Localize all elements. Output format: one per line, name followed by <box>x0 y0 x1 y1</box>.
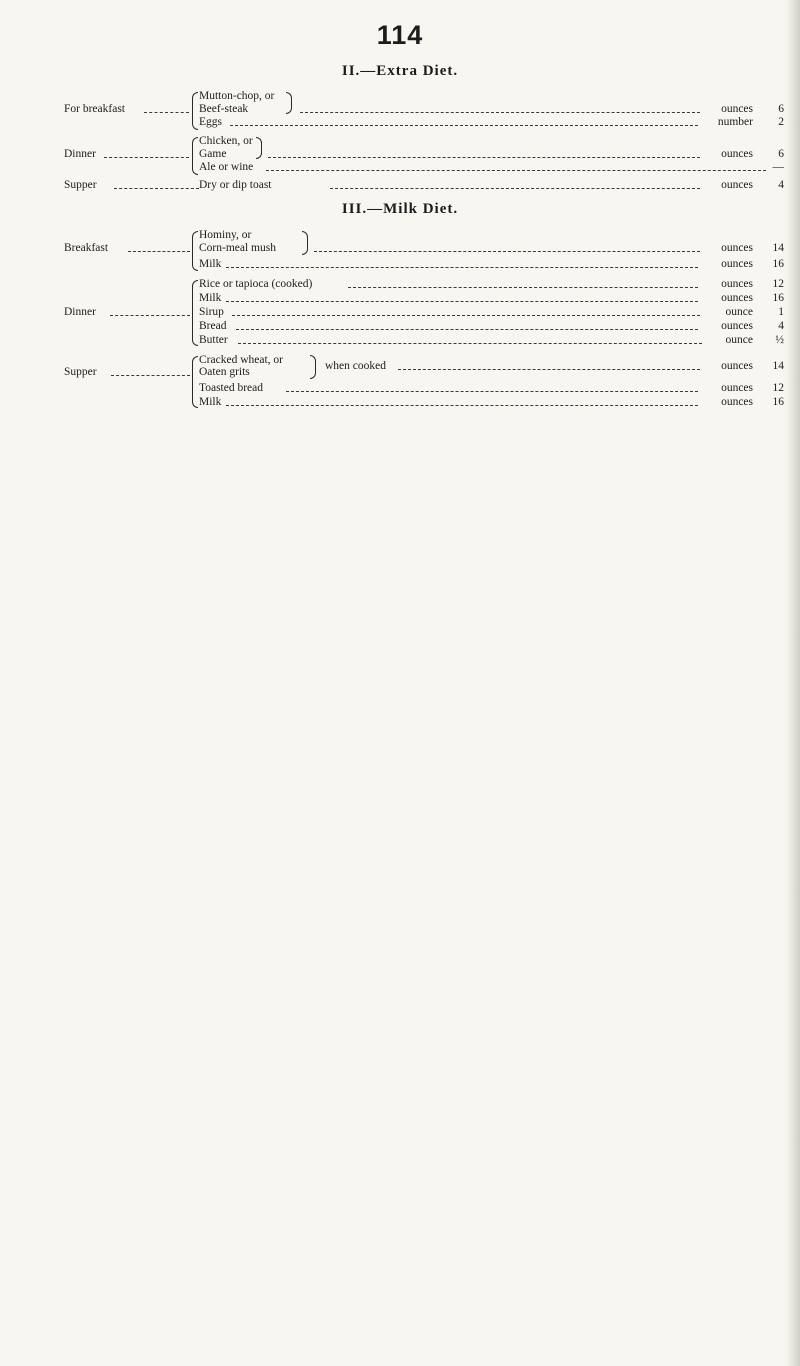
quantity: 14 <box>772 360 784 372</box>
leader-dots <box>114 188 199 189</box>
leader-dots <box>110 315 190 316</box>
quantity: 16 <box>772 396 784 408</box>
leader-dots <box>230 125 698 126</box>
item-name: Corn-meal mush <box>199 242 276 254</box>
quantity: 16 <box>772 292 784 304</box>
leader-dots <box>348 287 698 288</box>
leader-dots <box>226 301 698 302</box>
leader-dots <box>232 315 700 316</box>
brace <box>192 92 198 130</box>
quantity: 4 <box>778 320 784 332</box>
list-item <box>0 159 800 175</box>
milk-diet-heading: III.—Milk Diet. <box>341 201 459 217</box>
leader-dots <box>144 112 189 113</box>
brace <box>192 231 198 271</box>
brace <box>192 137 198 175</box>
unit: ounces <box>721 292 753 304</box>
brace <box>302 231 308 255</box>
meal-label: Supper <box>64 179 97 191</box>
item-name: Cracked wheat, or <box>199 354 283 366</box>
unit: ounces <box>721 242 753 254</box>
item-name: Game <box>199 148 227 160</box>
item-name: Sirup <box>199 306 224 318</box>
item-name: Eggs <box>199 116 222 128</box>
leader-dots <box>128 251 190 252</box>
unit: number <box>717 116 753 128</box>
list-item <box>0 332 800 348</box>
leader-dots <box>300 112 700 113</box>
unit: ounces <box>721 278 753 290</box>
unit: ounces <box>721 103 753 115</box>
leader-dots <box>286 391 698 392</box>
item-name: Hominy, or <box>199 229 252 241</box>
leader-dots <box>226 267 698 268</box>
meal-label: Dinner <box>64 306 96 318</box>
item-name: Ale or wine <box>199 161 254 173</box>
leader-dots <box>236 329 698 330</box>
item-name: Chicken, or <box>199 135 253 147</box>
list-item <box>0 114 800 130</box>
unit: ounces <box>721 148 753 160</box>
brace <box>286 92 292 114</box>
brace <box>192 356 198 408</box>
brace <box>192 280 198 346</box>
item-name: Milk <box>199 292 222 304</box>
list-item <box>0 240 800 256</box>
list-item <box>0 177 800 193</box>
quantity: ½ <box>775 334 784 346</box>
item-name: Bread <box>199 320 227 332</box>
leader-dots <box>238 343 702 344</box>
meal-label: Supper <box>64 366 97 378</box>
unit: ounces <box>721 320 753 332</box>
quantity: 1 <box>778 306 784 318</box>
unit: ounces <box>721 360 753 372</box>
unit: ounces <box>721 258 753 270</box>
quantity: 14 <box>772 242 784 254</box>
page-number: 114 <box>376 20 424 50</box>
quantity: 6 <box>778 103 784 115</box>
meal-label: Breakfast <box>64 242 109 254</box>
unit: ounce <box>725 306 753 318</box>
list-item <box>0 394 800 410</box>
unit: ounces <box>721 396 753 408</box>
quantity: 12 <box>772 382 784 394</box>
item-name: Butter <box>199 334 228 346</box>
item-name: Mutton-chop, or <box>199 90 275 102</box>
leader-dots <box>104 157 189 158</box>
item-name: Milk <box>199 258 222 270</box>
quantity: — <box>772 161 784 173</box>
leader-dots <box>226 405 698 406</box>
brace <box>256 137 262 159</box>
quantity: 2 <box>778 116 784 128</box>
leader-dots <box>111 375 190 376</box>
extra-diet-heading: II.—Extra Diet. <box>341 63 459 79</box>
item-name: Dry or dip toast <box>199 179 272 191</box>
item-name: Milk <box>199 396 222 408</box>
item-name: Oaten grits <box>199 366 250 378</box>
quantity: 6 <box>778 148 784 160</box>
leader-dots <box>314 251 700 252</box>
brace <box>310 355 316 379</box>
item-name: Beef-steak <box>199 103 249 115</box>
list-item <box>0 364 800 380</box>
item-name: Toasted bread <box>199 382 264 394</box>
unit: ounce <box>725 334 753 346</box>
item-name: Rice or tapioca (cooked) <box>199 278 313 290</box>
unit: ounces <box>721 179 753 191</box>
leader-dots <box>330 188 700 189</box>
meal-label: For breakfast <box>64 103 125 115</box>
quantity: 4 <box>778 179 784 191</box>
list-item <box>0 256 800 272</box>
quantity: 12 <box>772 278 784 290</box>
meal-label: Dinner <box>64 148 96 160</box>
quantity: 16 <box>772 258 784 270</box>
leader-dots <box>268 157 700 158</box>
unit: ounces <box>721 382 753 394</box>
leader-dots <box>266 170 766 171</box>
when-cooked-note: when cooked <box>325 360 386 372</box>
